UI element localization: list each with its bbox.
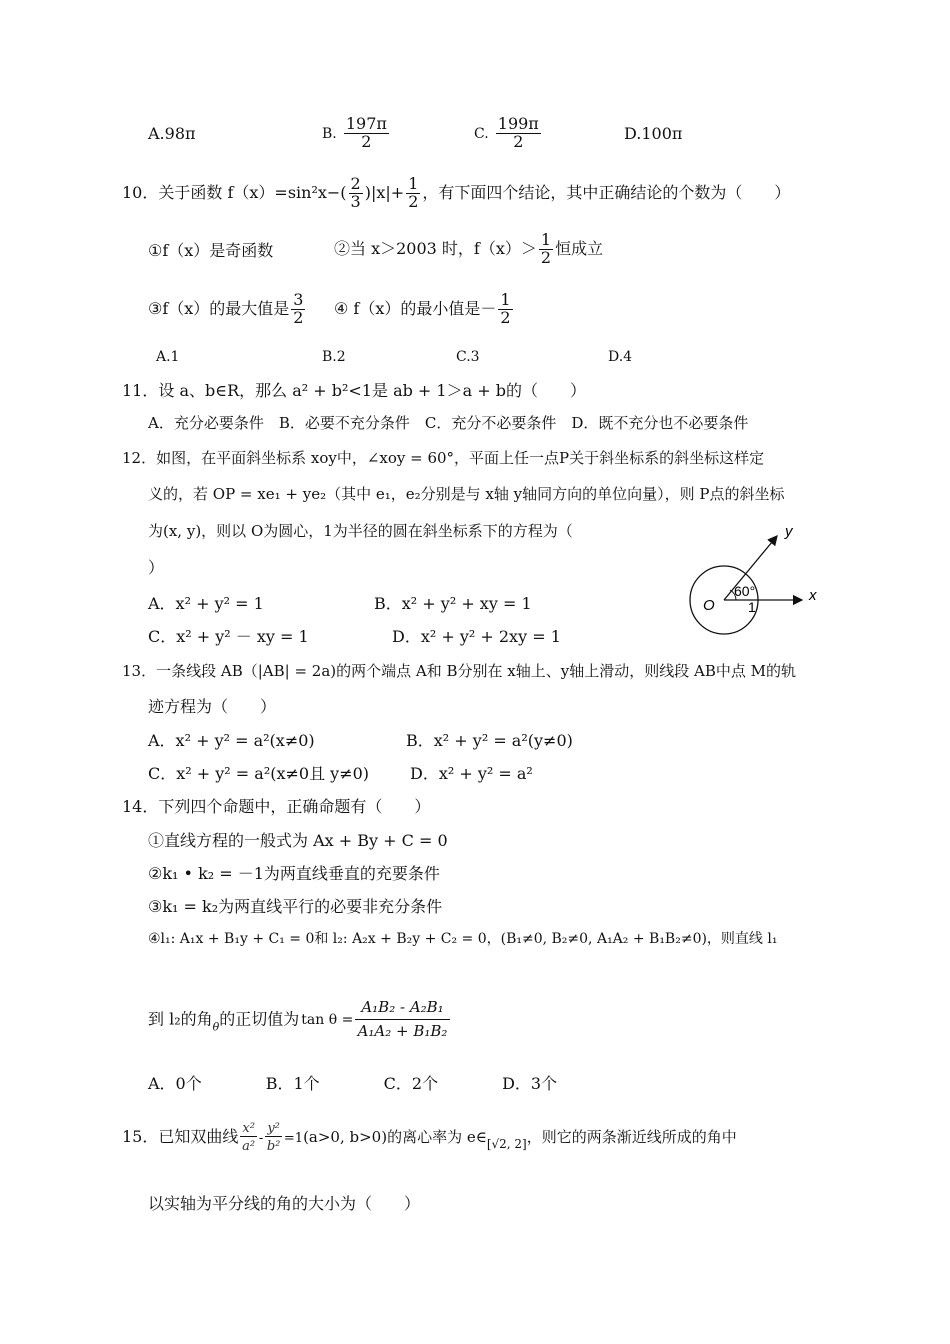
q9-b-prefix: B. xyxy=(322,125,337,142)
q15-post: ，则它的两条渐近线所成的角中 xyxy=(526,1128,737,1147)
x-axis-label: x xyxy=(809,587,817,604)
q15-frac2: $\frac{\text{y²}}{\text{b²}}$ xyxy=(266,1121,281,1154)
tan-label: tan θ = xyxy=(301,1012,354,1029)
q11-stem: 11．设 a、b∈R，那么 a² + b²<1是 ab + 1＞a + b的（ ） xyxy=(122,381,586,400)
q12-option-b: B．x² + y² + xy = 1 xyxy=(374,594,532,613)
q10-s2-pre: ②当 x＞2003 时，f（x）＞ xyxy=(334,238,537,258)
q9-option-c xyxy=(474,116,543,151)
q15-minus: - xyxy=(258,1131,264,1147)
q10-func: f（x）=sin²x−( xyxy=(227,182,347,202)
q12-line-1: 12．如图，在平面斜坐标系 xoy中，∠xoy = 60°，平面上任一点P关于斜坐标系的斜坐标这样定 xyxy=(122,449,765,467)
q9-option-b xyxy=(322,116,391,151)
q9-c-prefix: C. xyxy=(474,125,489,142)
q13-option-c: C．x² + y² = a²(x≠0且 y≠0) xyxy=(148,764,370,783)
q10-option-a: A.1 xyxy=(156,349,180,365)
q15-line-2: 以实轴为平分线的角的大小为（ ） xyxy=(148,1194,421,1213)
q14-statement-1: ①直线方程的一般式为 Ax + By + C = 0 xyxy=(148,831,448,850)
q13-option-b: B．x² + y² = a²(y≠0) xyxy=(406,731,573,750)
q13-line-1: 13．一条线段 AB（|AB| = 2a)的两个端点 A和 B分别在 x轴上、y轴上滑动，则线段 AB中点 M的轨 xyxy=(122,662,796,680)
oblique-coordinate-figure xyxy=(672,514,832,644)
q10-option-c: C.3 xyxy=(456,349,480,365)
q10-frac1: $\frac{2}{3}$ xyxy=(350,174,361,211)
q10-s3-pre: ③f（x）的最大值是 xyxy=(148,298,290,318)
q11-options: A．充分必要条件 B．必要不充分条件 C．充分不必要条件 D．既不充分也不必要条件 xyxy=(148,414,749,432)
q10-s4-pre: ④ f（x）的最小值是－ xyxy=(334,298,497,318)
q13-option-a: A．x² + y² = a²(x≠0) xyxy=(148,731,315,750)
q12-option-c: C．x² + y² － xy = 1 xyxy=(148,627,309,646)
q14-statement-3: ③k₁ = k₂为两直线平行的必要非充分条件 xyxy=(148,897,443,916)
q9-option-d: D.100π xyxy=(624,124,683,143)
angle-label: 60° xyxy=(734,583,756,599)
q15-frac1: $\frac{\text{x²}}{\text{a²}}$ xyxy=(242,1121,256,1154)
q12-line-2: 义的，若 OP = xe₁ + ye₂（其中 e₁，e₂分别是与 x轴 y轴同方向的单位向量），则 P点的斜坐标 xyxy=(148,485,785,503)
q10-s2-post: 恒成立 xyxy=(555,238,604,258)
q14-options: A．0个 B．1个 C．2个 D．3个 xyxy=(148,1074,558,1093)
q14-stem: 14．下列四个命题中，正确命题有（ ） xyxy=(122,797,431,816)
q15-interval: [√2, 2] xyxy=(486,1137,527,1152)
q10-stem xyxy=(122,176,790,211)
q15-eq: =1 xyxy=(283,1131,304,1147)
q10-s4-frac: $\frac{1}{2}$ xyxy=(500,290,511,327)
q10-statement-3 xyxy=(148,292,307,327)
q12-line-4: ） xyxy=(148,558,165,577)
q13-option-d: D．x² + y² = a² xyxy=(410,764,533,783)
q12-option-d: D．x² + y² + 2xy = 1 xyxy=(392,627,561,646)
q14-s4b-mid: 的正切值为 xyxy=(219,1009,300,1029)
q10-prefix: 10．关于函数 xyxy=(122,182,223,202)
q14-statement-2: ②k₁ • k₂ = －1为两直线垂直的充要条件 xyxy=(148,864,440,883)
q10-suffix: ，有下面四个结论，其中正确结论的个数为（ ） xyxy=(422,182,791,202)
q10-frac2: $\frac{1}{2}$ xyxy=(408,174,419,211)
q12-line-3: 为(x, y)，则以 O为圆心，1为半径的圆在斜坐标系下的方程为（ xyxy=(148,522,573,540)
q9-option-a: A.98π xyxy=(148,124,196,143)
radius-label: 1 xyxy=(748,599,756,615)
q10-s2-frac: $\frac{1}{2}$ xyxy=(540,230,552,267)
q14-statement-4: ④l₁: A₁x + B₁y + C₁ = 0和 l₂: A₂x + B₂y + C₂ = 0，(B₁≠0, B₂≠0, A₁A₂ + B₁B₂≠0)，则直线 l₁ xyxy=(148,931,778,947)
theta-symbol: θ xyxy=(212,1020,220,1034)
q15-stem xyxy=(122,1122,737,1153)
q14-s4b-pre: 到 l₂的角 xyxy=(148,1009,213,1029)
origin-label: O xyxy=(703,597,715,614)
q9-b-fraction: $\frac{197\pi}{2}$ xyxy=(345,114,387,151)
q13-line-2: 迹方程为（ ） xyxy=(148,697,277,716)
q14-statement-4-cont xyxy=(148,1000,452,1040)
tan-fraction: $\frac{\text{A₁B₂ - A₂B₁}}{\text{A₁A₂ + B₁B₂}}$ xyxy=(355,1000,449,1040)
q12-option-a: A．x² + y² = 1 xyxy=(148,594,264,613)
q9-c-fraction: $\frac{199\pi}{2}$ xyxy=(497,114,539,151)
q10-statement-4 xyxy=(334,292,515,327)
q10-statement-1: ①f（x）是奇函数 xyxy=(148,241,274,260)
y-axis-label: y xyxy=(785,523,793,540)
q15-mid: (a>0, b>0)的离心率为 e∈ xyxy=(303,1128,487,1147)
q15-pre: 15．已知双曲线 xyxy=(122,1127,239,1147)
q10-statement-2 xyxy=(334,232,603,267)
q10-s3-frac: $\frac{3}{2}$ xyxy=(293,290,304,327)
q10-option-b: B.2 xyxy=(322,349,346,365)
q10-exp: )|x|+ xyxy=(364,182,405,202)
q10-option-d: D.4 xyxy=(608,349,633,365)
